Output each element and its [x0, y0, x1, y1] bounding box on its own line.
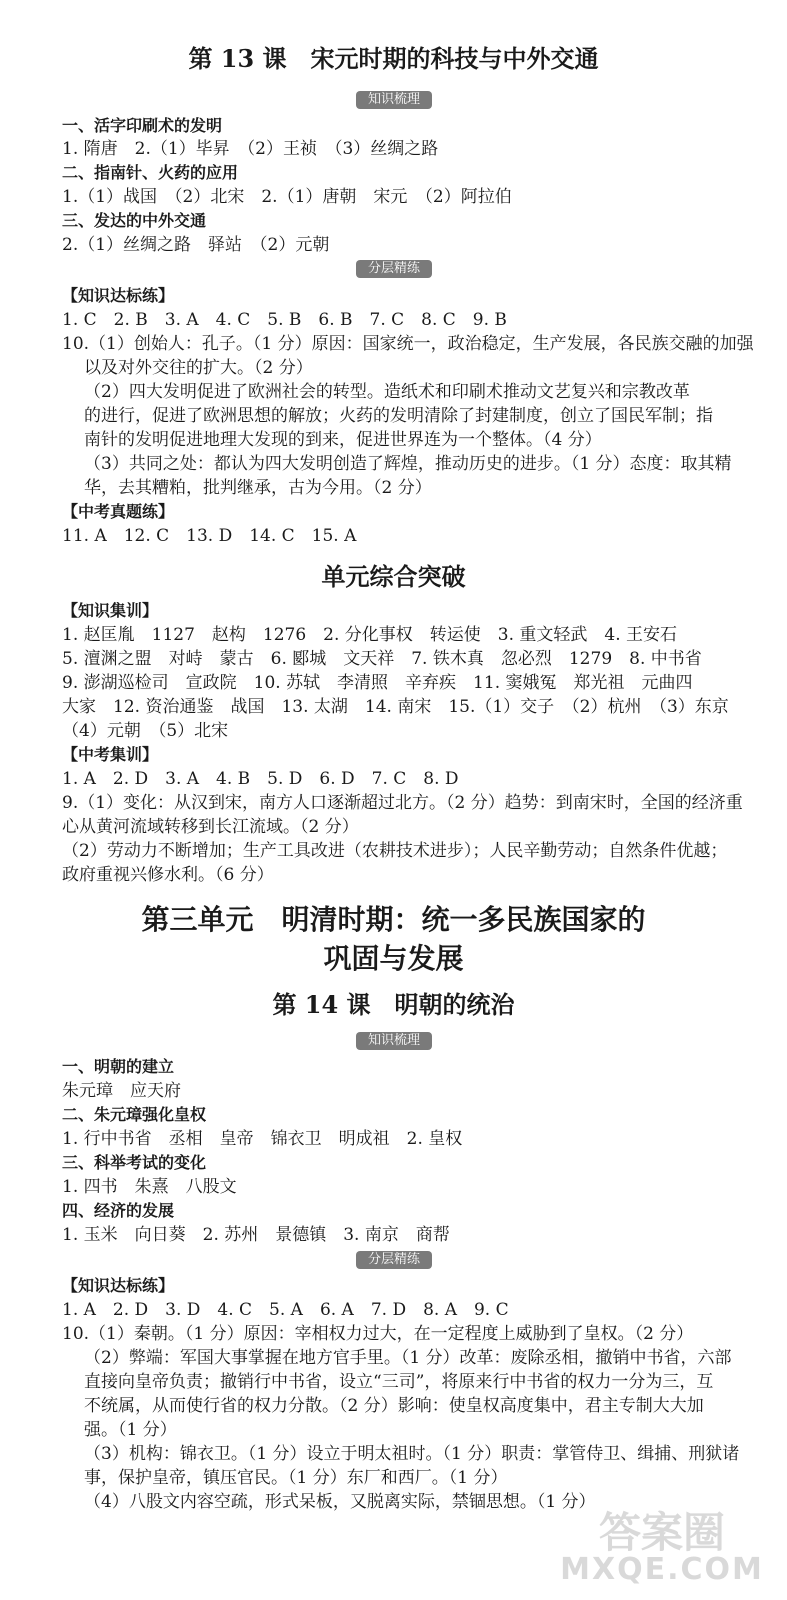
answer-line: 9. 澎湖巡检司 宣政院 10. 苏轼 李清照 辛弃疾 11. 窦娥冤 郑光祖 元曲四 [62, 673, 693, 693]
section-heading: 二、朱元璋强化皇权 [62, 1105, 207, 1124]
unit3-title-line1: 第三单元 明清时期：统一多民族国家的 [141, 903, 646, 936]
subsection-heading: 【知识达标练】 [62, 286, 175, 305]
subsection-heading: 【知识达标练】 [62, 1276, 175, 1295]
answer-line: 以及对外交往的扩大。（2 分） [84, 358, 313, 378]
answer-line: 不统属，从而使行省的权力分散。（2 分）影响：使皇权高度集中，君主专制大大加 [84, 1396, 704, 1416]
answer-line: 5. 澶渊之盟 对峙 蒙古 6. 郾城 文天祥 7. 铁木真 忽必烈 1279 8. 中书省 [62, 649, 702, 669]
answer-line: 事，保护皇帝，镇压官民。（1 分）东厂和西厂。（1 分） [84, 1468, 508, 1488]
answer-line: （4）元朝 （5）北宋 [62, 721, 229, 741]
section-badge-practice: 分层精练 [356, 260, 432, 278]
section-heading: 四、经济的发展 [62, 1201, 175, 1220]
subsection-heading: 【中考集训】 [62, 745, 159, 764]
section-heading: 三、科举考试的变化 [62, 1153, 207, 1172]
subsection-heading: 【中考真题练】 [62, 502, 175, 521]
section-badge-review: 知识梳理 [356, 91, 432, 109]
lesson13-title: 第 13 课 宋元时期的科技与中外交通 [188, 44, 599, 73]
unit-review-title: 单元综合突破 [321, 562, 466, 591]
answer-line: 1. 四书 朱熹 八股文 [62, 1177, 237, 1197]
answer-line: 大家 12. 资治通鉴 战国 13. 太湖 14. 南宋 15.（1）交子 （2）杭州 （3）东京 [62, 697, 729, 717]
answer-line: （3）共同之处：都认为四大发明创造了辉煌，推动历史的进步。（1 分）态度：取其精 [84, 454, 732, 474]
answer-line: 10.（1）创始人：孔子。（1 分）原因：国家统一，政治稳定，生产发展，各民族交融的加强 [62, 334, 754, 354]
answer-line: 政府重视兴修水利。（6 分） [62, 865, 274, 885]
answer-line: 1. 玉米 向日葵 2. 苏州 景德镇 3. 南京 商帮 [62, 1225, 450, 1245]
answer-line: （2）弊端：军国大事掌握在地方官手里。（1 分）改革：废除丞相，撤销中书省，六部 [84, 1348, 732, 1368]
answer-line: 的进行，促进了欧洲思想的解放；火药的发明清除了封建制度，创立了国民军制；指 [84, 406, 713, 426]
answer-line: 1. 赵匡胤 1127 赵构 1276 2. 分化事权 转运使 3. 重文轻武 4. 王安石 [62, 625, 678, 645]
answer-line: 11. A 12. C 13. D 14. C 15. A [62, 526, 357, 546]
answer-line: 南针的发明促进地理大发现的到来，促进世界连为一个整体。（4 分） [84, 430, 602, 450]
answer-line: （4）八股文内容空疏，形式呆板，又脱离实际，禁锢思想。（1 分） [84, 1492, 596, 1512]
answer-line: 1.（1）战国 （2）北宋 2.（1）唐朝 宋元 （2）阿拉伯 [62, 187, 512, 207]
section-heading: 一、明朝的建立 [62, 1057, 175, 1076]
watermark-text: 答案圈 [598, 1508, 725, 1557]
answer-line: 心从黄河流域转移到长江流域。（2 分） [62, 817, 359, 837]
answer-line: 1. A 2. D 3. A 4. B 5. D 6. D 7. C 8. D [62, 769, 459, 789]
subsection-heading: 【知识集训】 [62, 601, 159, 620]
answer-line: 强。（1 分） [84, 1420, 177, 1440]
answer-line: （3）机构：锦衣卫。（1 分）设立于明太祖时。（1 分）职责：掌管侍卫、缉捕、刑狱诸 [84, 1444, 740, 1464]
watermark-url: MXQE.COM [560, 1552, 764, 1587]
section-badge-review: 知识梳理 [356, 1032, 432, 1050]
answer-line: 华，去其糟粕，批判继承，古为今用。（2 分） [84, 478, 432, 498]
answer-line: 1. 行中书省 丞相 皇帝 锦衣卫 明成祖 2. 皇权 [62, 1129, 463, 1149]
answer-line: 1. A 2. D 3. D 4. C 5. A 6. A 7. D 8. A 9. C [62, 1300, 509, 1320]
answer-line: 9.（1）变化：从汉到宋，南方人口逐渐超过北方。（2 分）趋势：到南宋时，全国的经济重 [62, 793, 743, 813]
section-badge-practice: 分层精练 [356, 1251, 432, 1269]
answer-line: （2）四大发明促进了欧洲社会的转型。造纸术和印刷术推动文艺复兴和宗教改革 [84, 382, 690, 402]
section-heading: 一、活字印刷术的发明 [62, 116, 223, 135]
answer-line: 直接向皇帝负责；撤销行中书省，设立“三司”，将原来行中书省的权力一分为三，互 [84, 1372, 714, 1392]
answer-line: （2）劳动力不断增加；生产工具改进（农耕技术进步）；人民辛勤劳动；自然条件优越； [62, 841, 728, 861]
lesson14-title: 第 14 课 明朝的统治 [272, 990, 515, 1019]
answer-line: 朱元璋 应天府 [62, 1081, 181, 1101]
answer-line: 2.（1）丝绸之路 驿站 （2）元朝 [62, 235, 330, 255]
watermark-logo [552, 1500, 772, 1590]
answer-line: 1. 隋唐 2.（1）毕昇 （2）王祯 （3）丝绸之路 [62, 139, 439, 159]
section-heading: 三、发达的中外交通 [62, 211, 207, 230]
answer-line: 10.（1）秦朝。（1 分）原因：宰相权力过大，在一定程度上威胁到了皇权。（2 分） [62, 1324, 694, 1344]
unit3-title-line2: 巩固与发展 [323, 942, 464, 975]
section-heading: 二、指南针、火药的应用 [62, 163, 239, 182]
answer-line: 1. C 2. B 3. A 4. C 5. B 6. B 7. C 8. C 9. B [62, 310, 507, 330]
